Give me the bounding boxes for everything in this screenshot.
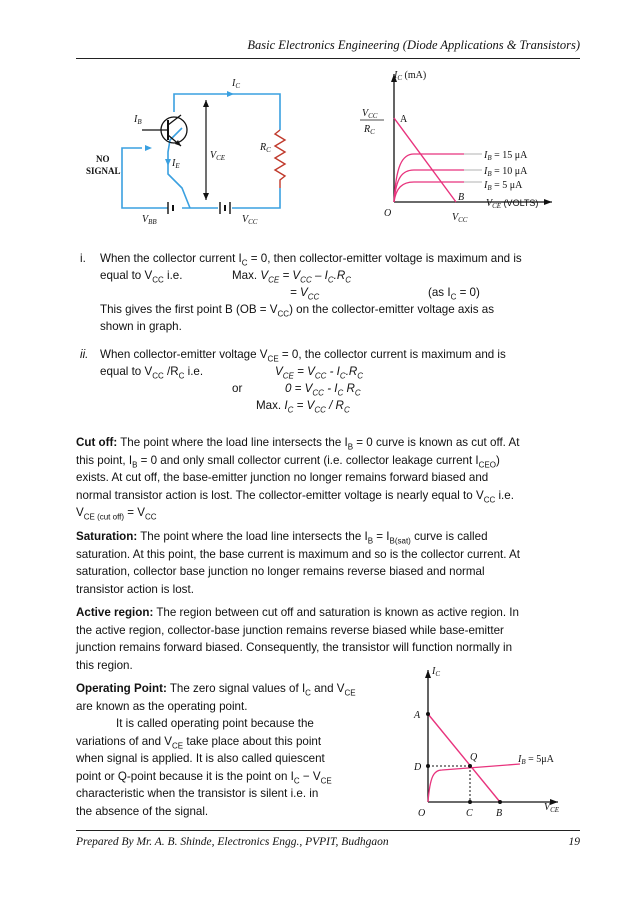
active-region-paragraph: Active region: The region between cut off and saturation is known as active region. In the active region, collector-base junction remains reverse biased while base-emitter junction remains forward biased. Consequently, the transistor will function normally in this region. — [76, 606, 519, 672]
list-ii-line2: equal to $V_{CC}$ $/R_C$ i.e. — [100, 365, 204, 381]
list-i-equation2: = $V_{CC}$ — [290, 286, 320, 302]
graph2-y-label: I — [432, 666, 436, 677]
svg-text:IE: $I_E$ — [172, 158, 180, 170]
active-heading: Active region: — [76, 606, 154, 619]
list-i-condition: (as $I_C = 0$) — [428, 286, 480, 302]
graph2-b-label: B — [496, 808, 503, 819]
svg-text:VCC: $V_{CC}$ — [242, 214, 258, 226]
operating-heading: Operating Point: — [76, 682, 167, 695]
circuit-vce-label: V — [210, 150, 217, 161]
transistor-circuit-diagram — [82, 70, 304, 230]
list-i-line5: shown in graph. — [100, 320, 182, 333]
page-header — [76, 38, 580, 59]
page-number: 19 — [568, 836, 580, 848]
svg-text:IB = 5 μA: $I_B = 5$ μA — [484, 180, 523, 192]
svg-text:IC (mA): $I_C$ (mA) — [394, 70, 427, 82]
svg-text:IB = 10 μA: $I_B = 10$ μA — [484, 166, 528, 178]
svg-text:VCE (VOLTS): $V_{CE}$ (VOLTS) — [486, 198, 539, 210]
rc-resistor — [275, 130, 285, 188]
ib-curves — [394, 154, 464, 202]
list-ii-line1: When collector-emitter voltage $V_{CE} = 0$, the collector current is maximum and is — [100, 348, 506, 364]
circuit-vbb-label: V — [142, 214, 149, 225]
svg-text:IB: $I_B$ — [134, 114, 142, 126]
list-ii-equation1: $V_{CE} = V_{CC} - I_C.R_C$ — [275, 365, 364, 381]
svg-text:IB = 15 μA: $I_B = 15$ μA — [484, 150, 528, 162]
svg-text:IC: $I_C$ — [232, 78, 241, 90]
q-load-line — [428, 714, 500, 802]
origin-label: O — [384, 208, 392, 219]
list-i-line1: When the collector current $I_C = 0$, then collector-emitter voltage is maximum and is — [100, 252, 522, 268]
circuit-ic-label: I — [232, 78, 236, 89]
point-b-label: B — [458, 192, 465, 203]
cutoff-paragraph: Cut off: The point where the load line intersects the $I_B = 0$ curve is known as cut off. At this point, $I_B = 0$ and only small collector current (i.e. collector leakage current $I_{CEO}$) exists. At cut off, the base-emitter junction no longer remains forward biased and normal transistor action is lost. The collector-emitter voltage is nearly equal to $V_{CC}$ i.e. $V_{CE (cut off)} = V_{CC}$ — [76, 436, 520, 522]
graph2-c-label: C — [466, 808, 473, 819]
circuit-wires — [122, 94, 280, 208]
q-point-graph — [398, 662, 580, 822]
graph2-d-label: D — [414, 762, 422, 773]
list-marker-i: i. — [80, 252, 86, 265]
svg-text:RC: $R_C$ — [260, 142, 271, 154]
svg-text:VBB: $V_{BB}$ — [142, 214, 157, 226]
svg-text:VCE: $V_{CE}$ — [544, 802, 560, 814]
svg-text:IB = 5μA: $I_B = 5\mu A$ — [518, 754, 554, 766]
list-ii-equation3: Max. $I_C = V_{CC} / R_C$ — [256, 399, 350, 415]
svg-text:IC: $I_C$ — [432, 666, 441, 678]
graph2-o-label: O — [418, 808, 426, 819]
graph2-q-label: Q — [470, 752, 478, 763]
cutoff-heading: Cut off: — [76, 436, 118, 449]
point-a-label: A — [400, 114, 408, 125]
svg-text:VCC: $V_{CC}$ — [452, 212, 468, 224]
list-i-line2: equal to $V_{CC}$ i.e. — [100, 269, 183, 285]
saturation-paragraph: Saturation: The point where the load line intersects the $I_B = I_{B(sat)}$ curve is called saturation. At this point, the base current is maximum and so is the collector current. At saturation, collector base junction no longer remains reverse biased and normal transistor action is lost. — [76, 530, 520, 596]
circuit-signal-label: SIGNAL — [86, 166, 121, 176]
circuit-vcc-label: V — [242, 214, 249, 225]
list-i-line4: This gives the first point B $(OB = V_{CC})$ on the collector-emitter voltage axis as — [100, 303, 495, 319]
circuit-ie-label: I — [172, 158, 176, 169]
operating-point-paragraph: Operating Point: The zero signal values of $I_C$ and $V_{CE}$ are known as the operating point. It is called operating point because the variations of and $V_{CE}$ take place about this point when signal is applied. It is also called quiescent point or Q-point because it is the point on $I_C - V_{CE}$ characteristic when the transistor is silent i.e. in the absence of the signal. — [76, 682, 356, 818]
list-marker-ii: ii. — [80, 348, 89, 361]
graph1-x-label: V — [486, 198, 493, 209]
circuit-rc-label: R — [260, 142, 267, 153]
svg-text:RC: $R_C$ — [364, 124, 375, 136]
list-ii-or: or — [232, 382, 243, 395]
svg-text:VCC: $V_{CC}$ — [362, 108, 378, 120]
saturation-heading: Saturation: — [76, 530, 138, 543]
output-characteristics-graph — [352, 70, 582, 230]
svg-text:VCE: $V_{CE}$ — [210, 150, 226, 162]
circuit-ib-label: I — [134, 114, 138, 125]
graph2-a-label: A — [414, 710, 421, 721]
header-title: Basic Electronics Engineering (Diode Applications & Transistors) — [247, 38, 580, 52]
circuit-no-label: NO — [96, 154, 110, 164]
list-ii-equation2: $0 = V_{CC} - I_C$ $R_C$ — [285, 382, 361, 398]
list-i-equation1: Max. $V_{CE} = V_{CC} - I_C.R_C$ — [232, 269, 352, 285]
page-footer — [76, 830, 580, 848]
footer-credit: Prepared By Mr. A. B. Shinde, Electronics Engg., PVPIT, Budhgaon — [76, 836, 389, 848]
graph2-x-label: V — [544, 802, 551, 813]
graph1-y-label: I — [394, 70, 398, 81]
